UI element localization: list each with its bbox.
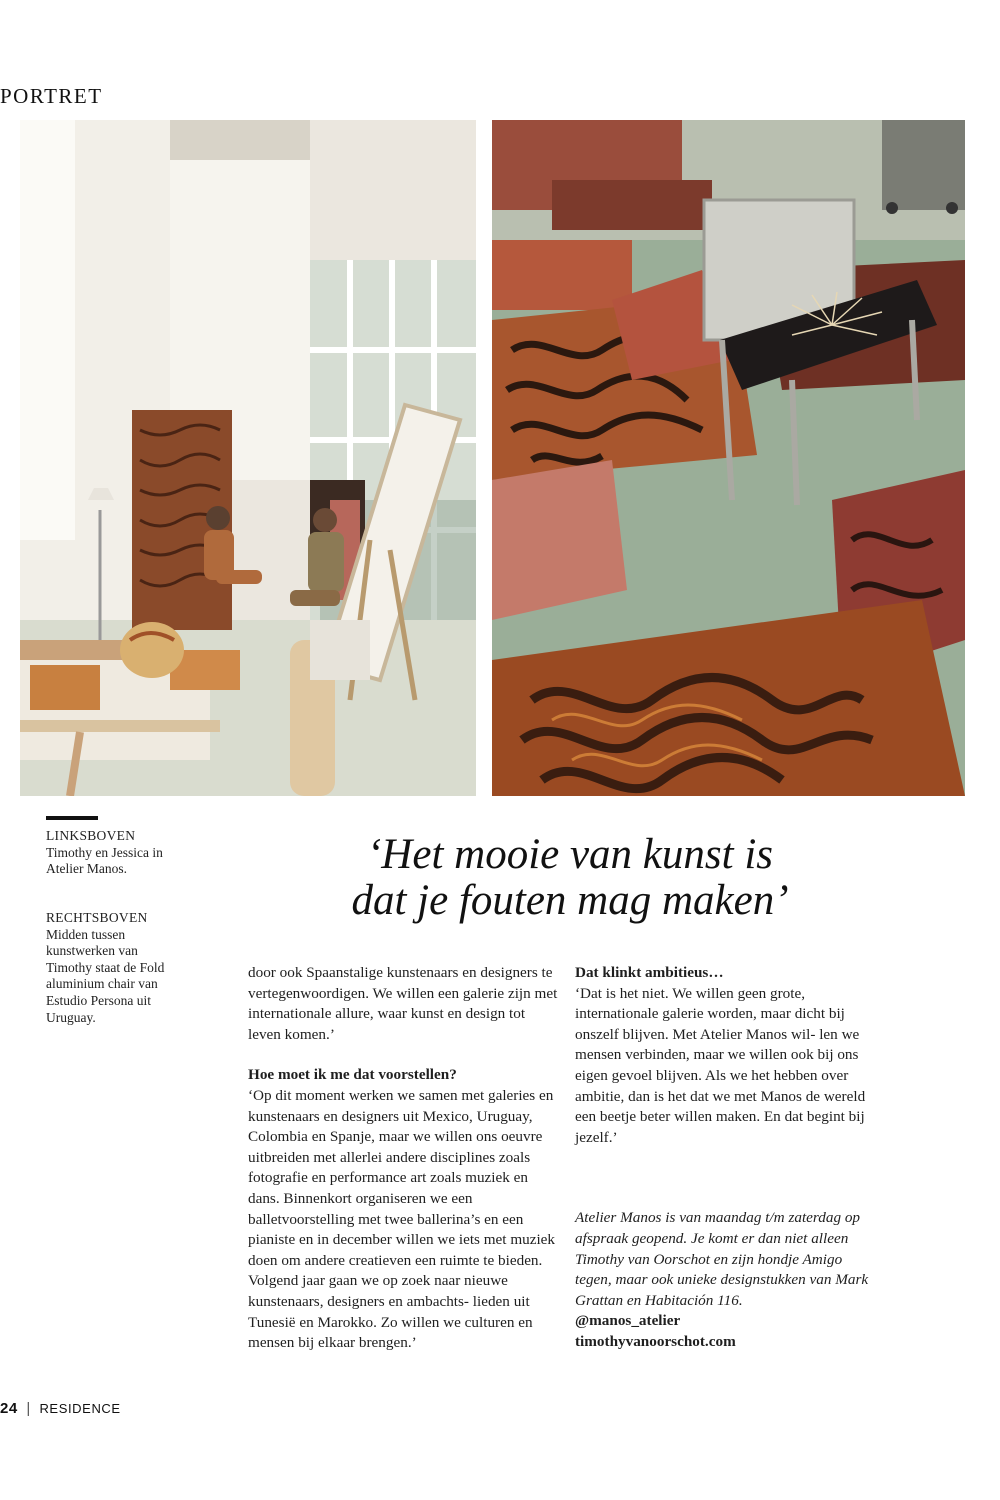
quote-line-1: ‘Het mooie van kunst is — [366, 831, 774, 878]
studio-illustration — [20, 120, 476, 796]
interview-question: Hoe moet ik me dat voorstellen? — [248, 1066, 457, 1084]
magazine-name: RESIDENCE — [39, 1401, 121, 1416]
caption-rule — [46, 816, 98, 820]
artworks-chair-photo — [492, 120, 965, 796]
website-link[interactable]: timothyvanoorschot.com — [575, 1332, 736, 1350]
article-column-right — [575, 963, 875, 1353]
caption-head: RECHTSBOVEN — [46, 910, 148, 925]
paragraph: door ook Spaanstalige kunstenaars en designers te vertegenwoordigen. We willen een galerie zijn met internationale allure, waar kunst en design tot leven komen.’ — [248, 964, 558, 1043]
quote-line-2: dat je fouten mag maken’ — [351, 877, 789, 924]
info-note: Atelier Manos is van maandag t/m zaterdag op afspraak geopend. Je komt er dan niet alleen Timothy van Oorschot en zijn hondje Amigo tegen, maar ook unieke designstukken van Mark Grattan en Habitación 116. — [575, 1209, 869, 1309]
interview-question: Dat klinkt ambitieus… — [575, 964, 724, 981]
pull-quote — [270, 832, 870, 924]
instagram-handle[interactable]: @manos_atelier — [575, 1312, 681, 1330]
caption-left-top — [46, 828, 166, 878]
caption-head: LINKSBOVEN — [46, 828, 136, 843]
paragraph: ‘Op dit moment werken we samen met galeries en kunstenaars en designers uit Mexico, Uruguay, Colombia en Spanje, maar we willen ons oeuvre uitbreiden met allerlei andere disciplines zoals fotografie en performance art zoals muziek en dans. Binnenkort organiseren we een balletvoorstelling met twee ballerina’s en een pianiste en in december willen we iets met muziek doen om andere creatieven een ruimte te bieden. Volgend jaar gaan we op zoek naar nieuwe kunstenaars, designers en ambachts- lieden uit Tunesië en Marokko. Zo willen we culturen en mensen bij elkaar brengen.’ — [248, 1086, 556, 1352]
caption-right-top — [46, 910, 166, 1026]
artworks-illustration — [492, 120, 965, 796]
article-column-left — [248, 963, 558, 1354]
studio-photo — [20, 120, 476, 796]
footer-separator: | — [26, 1400, 31, 1417]
page-footer — [0, 1400, 121, 1417]
section-label: PORTRET — [0, 84, 103, 108]
caption-text: Midden tussen kunstwerken van Timothy staat de Fold aluminium chair van Estudio Persona uit Uruguay. — [46, 926, 165, 1025]
page-number: 24 — [0, 1400, 18, 1417]
paragraph: ‘Dat is het niet. We willen geen grote, internationale galerie worden, maar dicht bij onszelf blijven. Met Atelier Manos wil- len we mensen verbinden, maar we willen ook bij ons eigen gevoel blijven. Als we het hebben over ambitie, dan is het dat we met Manos de wereld een beetje beter willen maken. En dat begint bij jezelf.’ — [575, 984, 866, 1146]
caption-text: Timothy en Jessica in Atelier Manos. — [46, 844, 163, 877]
